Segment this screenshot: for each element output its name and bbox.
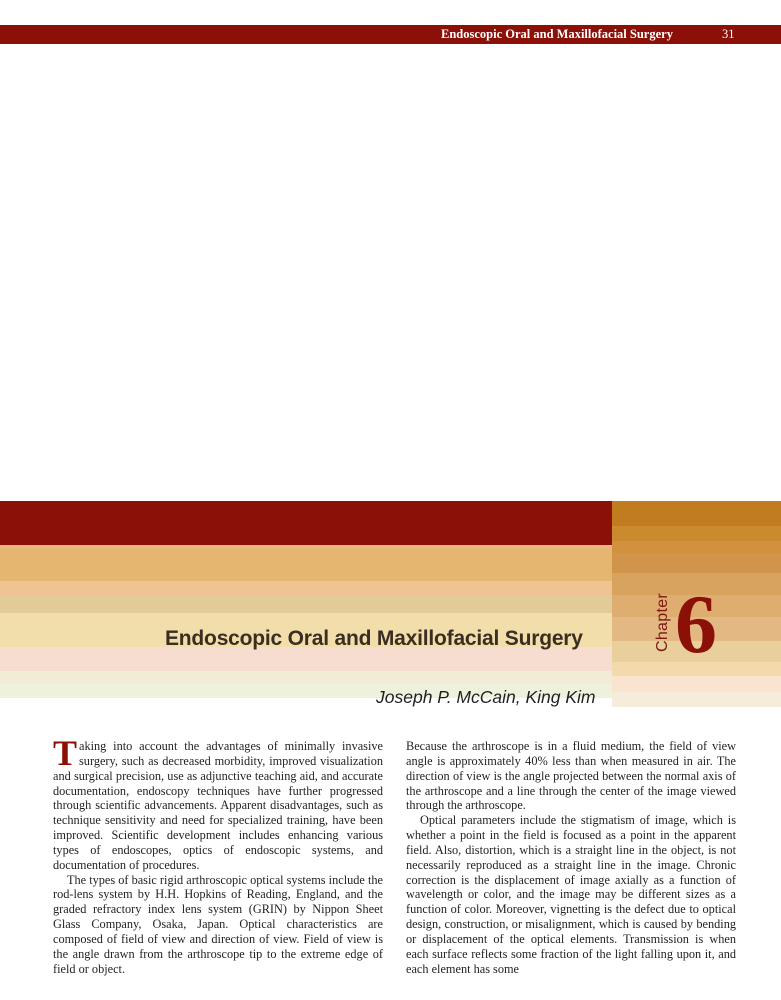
stripe — [612, 676, 781, 692]
stripe — [612, 692, 781, 707]
drop-cap: T — [53, 733, 78, 773]
banner-band — [0, 581, 612, 595]
banner-band — [0, 595, 612, 613]
chapter-label: Chapter — [654, 592, 671, 652]
stripe — [612, 553, 781, 573]
stripe — [612, 541, 781, 553]
running-header — [0, 25, 781, 44]
chapter-title: Endoscopic Oral and Maxillofacial Surgery — [165, 627, 583, 650]
body-column-right — [406, 739, 736, 977]
stripe — [612, 501, 781, 526]
paragraph-text: aking into account the advantages of minimally invasive surgery, such as decreased morbidity, improved visualization and surgical precision, use as adjunctive teaching aid, and accurate documentation, endoscopy techniques have further progressed through scientific advancements. Apparent disadvantages, such as technique sensitivity and need for specialized training, have been improved. Scientific development includes enhancing various types of endoscopes, optics of endoscopic systems, and documentation of procedures. — [53, 739, 383, 872]
chapter-banner-top — [0, 501, 612, 545]
banner-band — [0, 549, 612, 581]
chapter-authors: Joseph P. McCain, King Kim — [376, 687, 596, 707]
paragraph: Because the arthroscope is in a fluid medium, the field of view angle is approximately 40% less than when measured in air. The direction of view is the angle projected between the normal axis of the arthroscope and a line through the center of the image viewed through the arthroscope. — [406, 739, 736, 813]
body-column-left — [53, 733, 383, 977]
chapter-number: 6 — [675, 578, 717, 671]
running-header-title: Endoscopic Oral and Maxillofacial Surgery — [441, 27, 673, 41]
stripe — [612, 526, 781, 541]
paragraph — [53, 733, 383, 873]
page-number: 31 — [722, 27, 735, 41]
banner-band — [0, 671, 612, 684]
paragraph: Optical parameters include the stigmatism of image, which is whether a point in the field is focused as a point in the apparent field. Also, distortion, which is a straight line in the object, is not necessarily reproduced as a straight line in the image. Chronic correction is the displacement of image axially as a function of wavelength or color, and the image may be different sizes as a function of color. Moreover, vignetting is the defect due to optical design, construction, or misalignment, which is caused by bending or displacement of the optical elements. Transmission is when each surface reflects some fraction of the light falling upon it, and each element has some — [406, 813, 736, 976]
paragraph: The types of basic rigid arthroscopic optical systems include the rod-lens system by H.H. Hopkins of Reading, England, and the graded refractory index lens system (GRIN) by Nippon Sheet Glass Company, Osaka, Japan. Optical characteristics are composed of field of view and direction of view. Field of view is the angle drawn from the arthroscope tip to the extreme edge of field or object. — [53, 872, 383, 976]
